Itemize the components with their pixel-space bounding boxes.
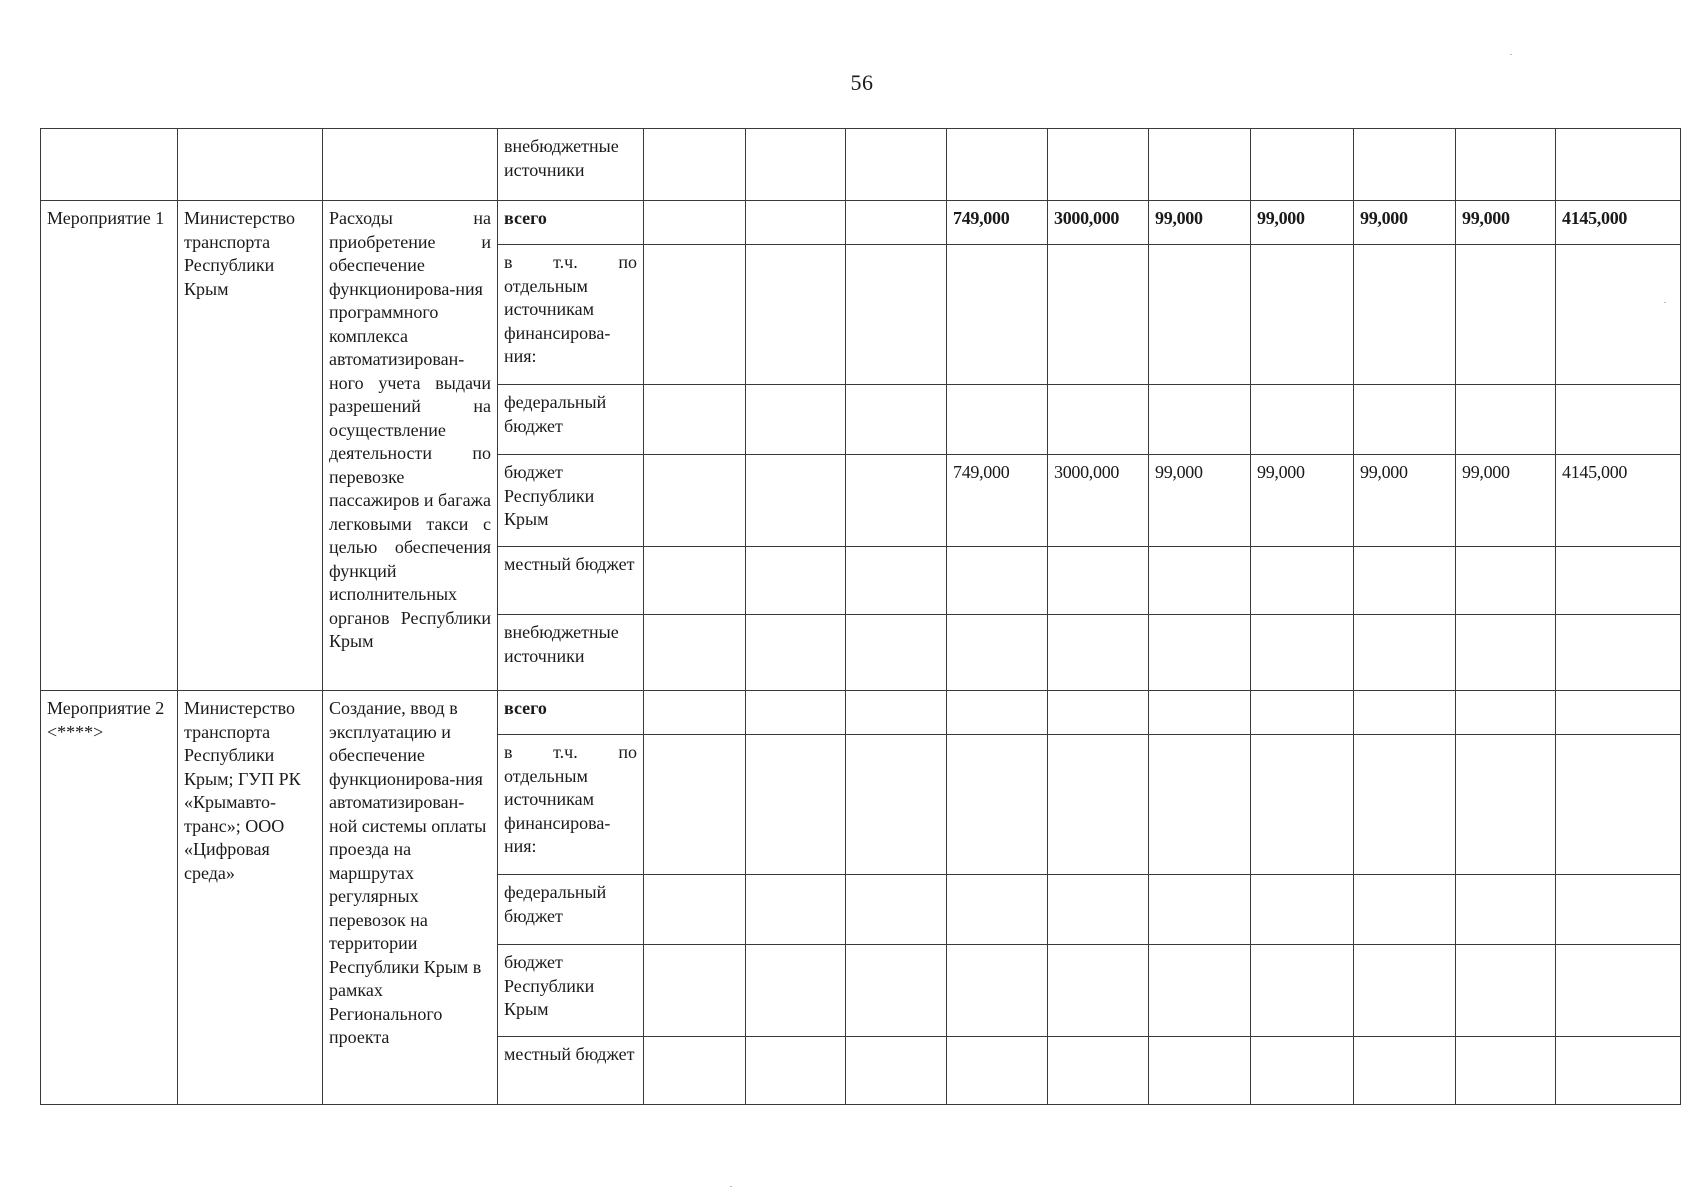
table-row [41,201,1681,245]
event2-group [41,691,1681,1105]
value-cell [846,875,947,945]
event-name-cell: Мероприятие 1 [41,201,178,691]
value-cell [947,385,1048,455]
value-cell [746,547,846,615]
value-cell [846,945,947,1037]
value-cell [644,129,746,201]
value-cell [644,691,746,735]
description-cell: Создание, ввод в эксплуатацию и обеспечение функционирова-ния автоматизирован-ной системы оплаты проезда на маршрутах регулярных перевозок на территории Республики Крым в рамках Регионального проекта [323,691,498,1105]
value-cell [1251,875,1354,945]
value-cell [644,455,746,547]
value-cell: 3000,000 [1048,201,1149,245]
value-cell: 99,000 [1354,201,1456,245]
value-cell [644,735,746,875]
value-cell [746,615,846,691]
value-cell [1048,735,1149,875]
value-cell [846,455,947,547]
value-cell [1149,385,1251,455]
funding-source-cell: бюджет Республики Крым [498,945,644,1037]
value-cell [846,547,947,615]
value-cell [1149,945,1251,1037]
value-cell [1354,385,1456,455]
value-cell [1456,735,1556,875]
value-cell [846,245,947,385]
value-cell [846,1037,947,1105]
value-cell: 4145,000 [1556,201,1681,245]
value-cell: 4145,000 [1556,455,1681,547]
budget-table [40,128,1681,1105]
value-cell [947,129,1048,201]
value-cell: 99,000 [1456,455,1556,547]
value-cell [1456,245,1556,385]
value-cell [1354,615,1456,691]
value-cell [1251,615,1354,691]
value-cell [644,547,746,615]
value-cell [746,455,846,547]
value-cell: 99,000 [1456,201,1556,245]
value-cell [1251,385,1354,455]
event-name-cell [41,129,178,201]
table-row [41,691,1681,735]
value-cell [1556,615,1681,691]
value-cell [644,201,746,245]
value-cell [1149,735,1251,875]
value-cell [746,129,846,201]
value-cell [746,875,846,945]
event1-group [41,201,1681,691]
funding-source-cell: местный бюджет [498,1037,644,1105]
value-cell [644,615,746,691]
page-number: 56 [850,70,874,95]
scan-speck [730,1186,732,1187]
value-cell [1048,385,1149,455]
value-cell [1456,615,1556,691]
value-cell [746,1037,846,1105]
value-cell: 749,000 [947,201,1048,245]
value-cell [947,875,1048,945]
value-cell [746,245,846,385]
value-cell [1354,129,1456,201]
value-cell [1149,615,1251,691]
value-cell [1149,1037,1251,1105]
value-cell [947,615,1048,691]
value-cell [1354,691,1456,735]
value-cell: 749,000 [947,455,1048,547]
funding-source-cell: федеральный бюджет [498,875,644,945]
value-cell: 99,000 [1149,455,1251,547]
value-cell [1048,875,1149,945]
funding-source-cell: местный бюджет [498,547,644,615]
value-cell [1251,735,1354,875]
value-cell [1048,945,1149,1037]
value-cell [644,385,746,455]
value-cell [1456,1037,1556,1105]
value-cell: 99,000 [1251,455,1354,547]
funding-source-cell: внебюджетные источники [498,129,644,201]
value-cell [1048,129,1149,201]
value-cell [746,735,846,875]
value-cell [1456,129,1556,201]
value-cell [1456,945,1556,1037]
value-cell [846,691,947,735]
value-cell [1556,735,1681,875]
value-cell [1354,245,1456,385]
value-cell [1556,875,1681,945]
value-cell: 99,000 [1251,201,1354,245]
value-cell [947,945,1048,1037]
value-cell [1149,245,1251,385]
value-cell [1456,547,1556,615]
value-cell [1354,547,1456,615]
scan-speck [1664,302,1666,303]
value-cell [1354,1037,1456,1105]
value-cell [1456,875,1556,945]
value-cell [846,201,947,245]
funding-source-cell: бюджет Республики Крым [498,455,644,547]
value-cell [644,875,746,945]
value-cell [846,735,947,875]
funding-source-cell: в т.ч. по отдельным источникам финансирова-ния: [498,735,644,875]
value-cell [746,201,846,245]
value-cell [1251,945,1354,1037]
table-row-continuation [41,129,1681,201]
funding-source-cell: всего [498,691,644,735]
value-cell [947,547,1048,615]
funding-source-cell: в т.ч. по отдельным источникам финансирова-ния: [498,245,644,385]
value-cell: 99,000 [1149,201,1251,245]
value-cell [1251,129,1354,201]
executor-cell: Министерство транспорта Республики Крым; ГУП РК «Крымавто-транс»; ООО «Цифровая среда» [178,691,323,1105]
value-cell [1556,129,1681,201]
description-cell: Расходы на приобретение и обеспечение функционирова-ния программного комплекса автоматизирован-ного учета выдачи разрешений на осуществление деятельности по перевозке пассажиров и багажа легковыми такси с целью обеспечения функций исполнительных органов Республики Крым [323,201,498,691]
value-cell [1354,875,1456,945]
executor-cell [178,129,323,201]
value-cell [1251,547,1354,615]
value-cell [644,1037,746,1105]
value-cell [1048,615,1149,691]
executor-cell: Министерство транспорта Республики Крым [178,201,323,691]
scan-speck [1510,54,1512,55]
value-cell [1456,385,1556,455]
value-cell [1149,875,1251,945]
value-cell: 3000,000 [1048,455,1149,547]
value-cell [1251,1037,1354,1105]
value-cell [1149,691,1251,735]
value-cell [947,1037,1048,1105]
funding-source-cell: федеральный бюджет [498,385,644,455]
value-cell [1048,1037,1149,1105]
value-cell [1251,245,1354,385]
value-cell [1354,945,1456,1037]
value-cell [644,245,746,385]
value-cell [644,945,746,1037]
value-cell [947,691,1048,735]
value-cell [846,129,947,201]
value-cell [1048,547,1149,615]
value-cell [846,615,947,691]
value-cell [746,945,846,1037]
value-cell [1556,1037,1681,1105]
funding-source-cell: внебюджетные источники [498,615,644,691]
value-cell [1354,735,1456,875]
event-name-cell: Мероприятие 2 <****> [41,691,178,1105]
value-cell [1456,691,1556,735]
value-cell [1149,547,1251,615]
value-cell [1251,691,1354,735]
value-cell [1556,691,1681,735]
value-cell: 99,000 [1354,455,1456,547]
description-cell [323,129,498,201]
value-cell [746,691,846,735]
value-cell [746,385,846,455]
value-cell [1149,129,1251,201]
value-cell [947,245,1048,385]
value-cell [1556,945,1681,1037]
value-cell [846,385,947,455]
value-cell [1556,547,1681,615]
funding-source-cell: всего [498,201,644,245]
value-cell [1048,245,1149,385]
value-cell [947,735,1048,875]
value-cell [1556,385,1681,455]
value-cell [1556,245,1681,385]
value-cell [1048,691,1149,735]
